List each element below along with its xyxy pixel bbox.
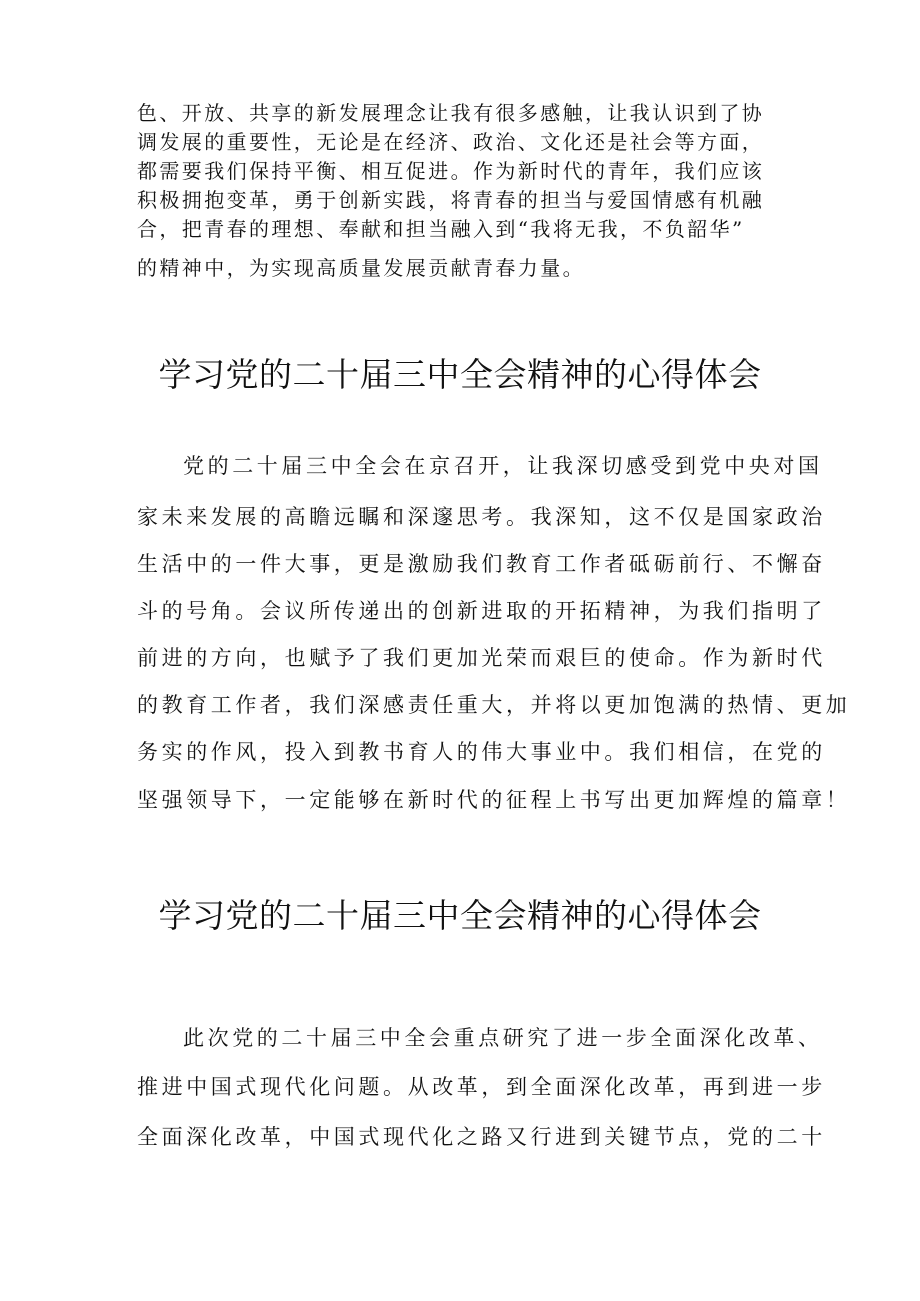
paragraph-2-line: 生活中的一件大事，更是激励我们教育工作者砥砺前行、不懈奋 [137, 552, 826, 576]
paragraph-1-line: 合，把青春的理想、奉献和担当融入到“我将无我，不负韶华” [137, 217, 745, 241]
paragraph-1-line: 调发展的重要性，无论是在经济、政治、文化还是社会等方面， [137, 130, 765, 154]
paragraph-2-line: 的教育工作者，我们深感责任重大，并将以更加饱满的热情、更加 [137, 693, 851, 717]
paragraph-1-line: 色、开放、共享的新发展理念让我有很多感触，让我认识到了协 [137, 101, 765, 125]
paragraph-2-line: 坚强领导下，一定能够在新时代的征程上书写出更加辉煌的篇章！ [137, 788, 851, 812]
paragraph-3-line: 此次党的二十届三中全会重点研究了进一步全面深化改革、 [183, 1026, 823, 1050]
paragraph-1-line: 都需要我们保持平衡、相互促进。作为新时代的青年，我们应该 [137, 159, 765, 183]
paragraph-1-line: 的精神中，为实现高质量发展贡献青春力量。 [137, 256, 585, 280]
paragraph-3-line: 全面深化改革，中国式现代化之路又行进到关键节点，党的二十 [137, 1125, 826, 1149]
paragraph-2-line: 务实的作风，投入到教书育人的伟大事业中。我们相信，在党的 [137, 740, 826, 764]
section-heading-2: 学习党的二十届三中全会精神的心得体会 [158, 896, 762, 935]
paragraph-3-line: 推进中国式现代化问题。从改革，到全面深化改革，再到进一步 [137, 1075, 826, 1099]
paragraph-1-line: 积极拥抱变革，勇于创新实践，将青春的担当与爱国情感有机融 [137, 188, 765, 212]
paragraph-2-line: 斗的号角。会议所传递出的创新进取的开拓精神，为我们指明了 [137, 599, 826, 623]
paragraph-2-line: 前进的方向，也赋予了我们更加光荣而艰巨的使命。作为新时代 [137, 646, 826, 670]
paragraph-2-line: 党的二十届三中全会在京召开，让我深切感受到党中央对国 [183, 454, 823, 478]
paragraph-2-line: 家未来发展的高瞻远瞩和深邃思考。我深知，这不仅是国家政治 [137, 505, 826, 529]
section-heading-1: 学习党的二十届三中全会精神的心得体会 [158, 355, 762, 394]
